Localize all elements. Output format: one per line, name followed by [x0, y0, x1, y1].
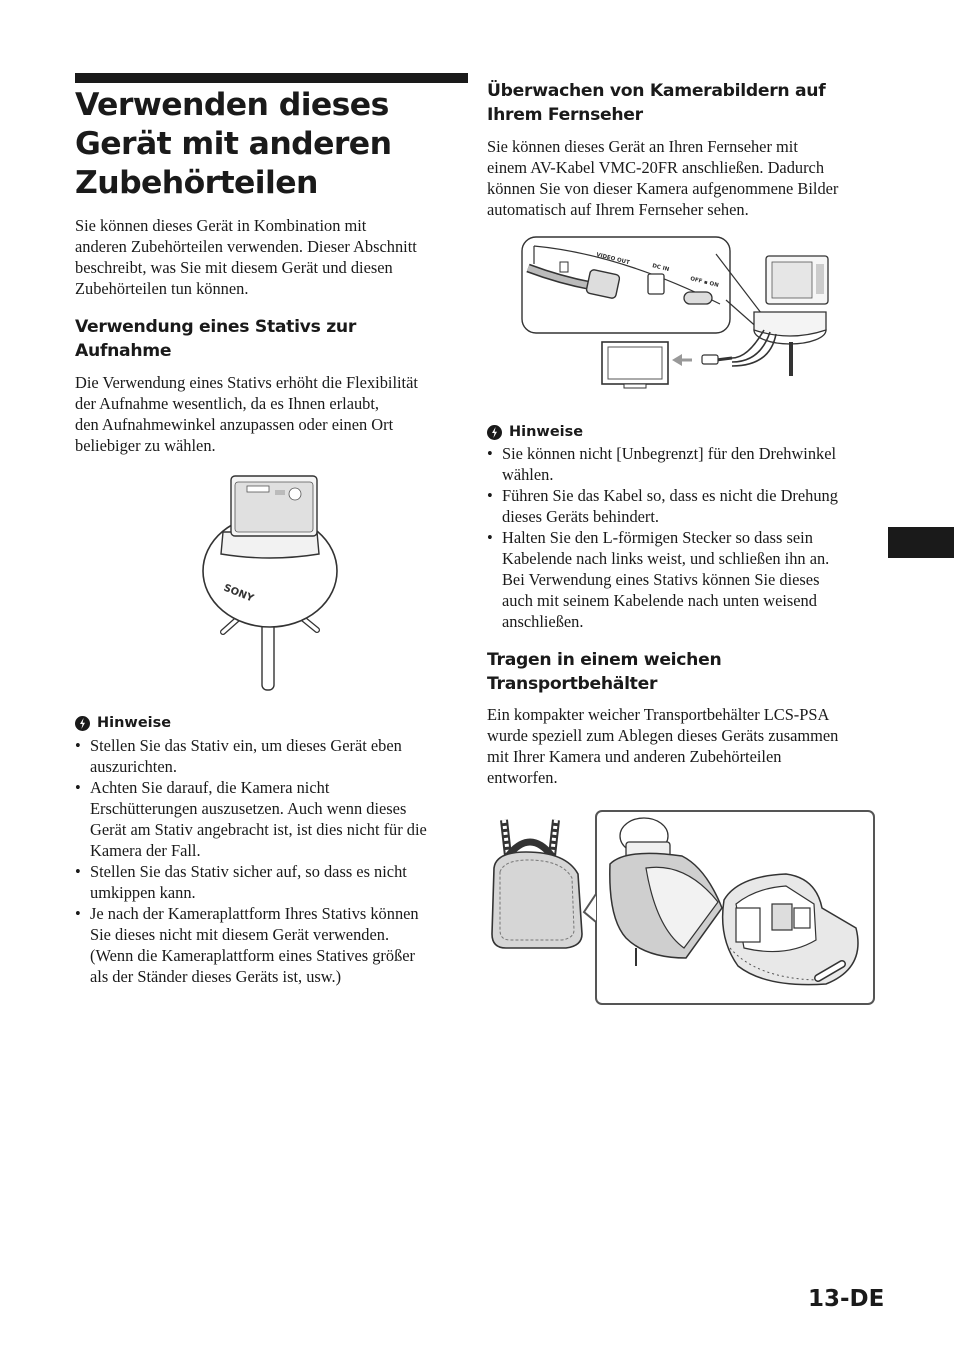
heading-line: Überwachen von Kamerabildern auf	[487, 81, 826, 101]
text-line: Kamera der Fall.	[90, 841, 201, 860]
list-item	[75, 777, 427, 861]
text-line: • Führen Sie das Kabel so, dass es nicht die Drehung	[502, 486, 838, 505]
warning-icon	[75, 716, 90, 731]
text-line: Die Verwendung eines Stativs erhöht die Flexibilität	[75, 373, 418, 392]
text-line: auch mit seinem Kabelende nach unten weisend	[502, 591, 817, 610]
text-line: Kabelende nach links weist, und schließen ihn an.	[502, 549, 830, 568]
text-line: einem AV-Kabel VMC-20FR anschließen. Dadurch	[487, 158, 825, 177]
intro-paragraph	[75, 215, 417, 299]
tripod-paragraph	[75, 372, 418, 456]
text-line: Erschütterungen auszusetzen. Auch wenn dieses	[90, 799, 407, 818]
text-line: der Aufnahme wesentlich, da es Ihnen erlaubt,	[75, 394, 380, 413]
text-line: automatisch auf Ihrem Fernseher sehen.	[487, 200, 749, 219]
text-line: auszurichten.	[90, 757, 177, 776]
text-line: Zubehörteilen tun können.	[75, 279, 249, 298]
text-line: anderen Zubehörteilen verwenden. Dieser Abschnitt	[75, 237, 417, 256]
text-line: • Stellen Sie das Stativ sicher auf, so dass es nicht	[90, 862, 407, 881]
heading-line: Ihrem Fernseher	[487, 105, 643, 125]
title-line: Zubehörteilen	[75, 165, 318, 201]
section-heading-tv	[487, 79, 825, 127]
text-line: beliebiger zu wählen.	[75, 436, 216, 455]
tripod-illustration	[195, 468, 345, 696]
text-line: umkippen kann.	[90, 883, 196, 902]
text-line: Sie können dieses Gerät an Ihren Fernseher mit	[487, 137, 798, 156]
text-line: dieses Geräts behindert.	[502, 507, 660, 526]
heading-line: Transportbehälter	[487, 674, 658, 694]
list-item	[75, 861, 427, 903]
notes-heading-tripod	[75, 713, 171, 733]
title-line: Gerät mit anderen	[75, 126, 392, 162]
text-line: Ein kompakter weicher Transportbehälter LCS-PSA	[487, 705, 830, 724]
warning-icon	[487, 425, 502, 440]
text-line: anschließen.	[502, 612, 584, 631]
text-line: • Halten Sie den L-förmigen Stecker so dass sein	[502, 528, 813, 547]
carrying-case-illustration	[486, 808, 878, 1008]
text-line: • Sie können nicht [Unbegrenzt] für den Drehwinkel	[502, 444, 837, 463]
section-heading-case	[487, 648, 721, 696]
notes-label: Hinweise	[509, 424, 584, 440]
text-line: Sie dieses nicht mit diesem Gerät verwenden.	[90, 925, 390, 944]
power-switch-label: OFF ▪ ON	[689, 276, 720, 289]
text-line: beschreibt, was Sie mit diesem Gerät und diesen	[75, 258, 393, 277]
text-line: Sie können dieses Gerät in Kombination mit	[75, 216, 367, 235]
text-line: Gerät am Stativ angebracht ist, ist dies nicht für die	[90, 820, 427, 839]
section-heading-tripod	[75, 315, 356, 363]
text-line: • Je nach der Kameraplattform Ihres Stativs können	[90, 904, 419, 923]
video-out-label: VIDEO OUT	[595, 252, 631, 267]
case-paragraph	[487, 704, 838, 788]
text-line: • Achten Sie darauf, die Kamera nicht	[90, 778, 330, 797]
text-line: entworfen.	[487, 768, 558, 787]
text-line: • Stellen Sie das Stativ ein, um dieses Gerät eben	[90, 736, 402, 755]
sony-logo: SONY	[221, 582, 256, 605]
title-line: Verwenden dieses	[75, 87, 389, 123]
text-line: können Sie von dieser Kamera aufgenommene Bilder	[487, 179, 839, 198]
title-rule	[75, 73, 468, 83]
heading-line: Tragen in einem weichen	[487, 650, 722, 670]
tv-connection-illustration	[520, 234, 840, 390]
text-line: Bei Verwendung eines Stativs können Sie dieses	[502, 570, 820, 589]
text-line: mit Ihrer Kamera und anderen Zubehörteilen	[487, 747, 782, 766]
list-item	[487, 443, 838, 485]
list-item	[75, 903, 427, 987]
text-line: wählen.	[502, 465, 554, 484]
heading-line: Aufnahme	[75, 341, 172, 361]
notes-heading-tv	[487, 422, 583, 442]
text-line: wurde speziell zum Ablegen dieses Geräts zusammen	[487, 726, 839, 745]
text-line: den Aufnahmewinkel anzupassen oder einen Ort	[75, 415, 394, 434]
list-item	[487, 527, 838, 632]
side-tab-marker	[888, 527, 954, 558]
page-title	[75, 86, 470, 203]
heading-line: Verwendung eines Stativs zur	[75, 317, 357, 337]
list-item	[75, 735, 427, 777]
list-item	[487, 485, 838, 527]
page-number: 13-DE	[808, 1286, 885, 1312]
dc-in-label: DC IN	[651, 263, 670, 274]
notes-list-tv	[487, 443, 838, 632]
text-line: (Wenn die Kameraplattform eines Statives größer	[90, 946, 416, 965]
text-line: als der Ständer dieses Geräts ist, usw.)	[90, 967, 342, 986]
notes-list-tripod	[75, 735, 427, 987]
notes-label: Hinweise	[97, 715, 172, 731]
tv-paragraph	[487, 136, 838, 220]
